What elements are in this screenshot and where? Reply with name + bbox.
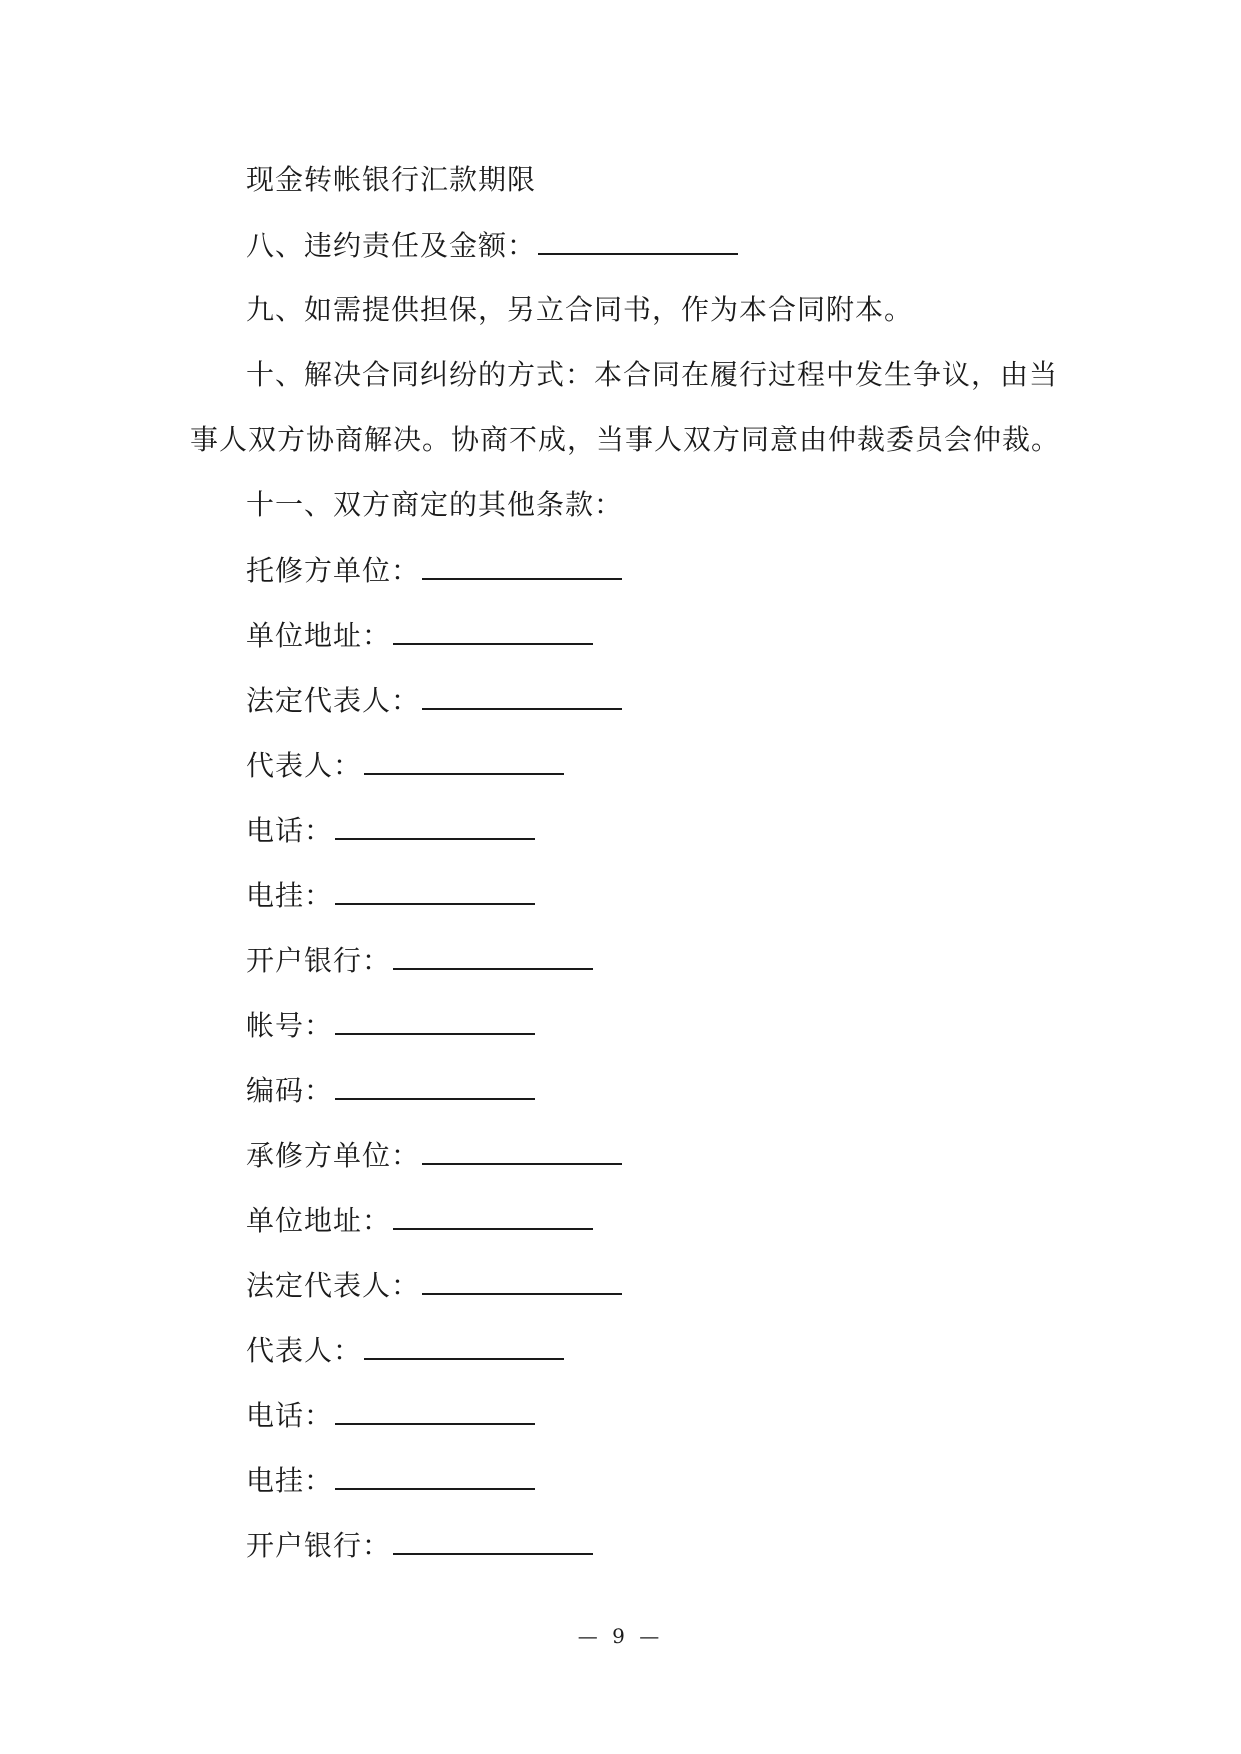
fill-in-blank[interactable] bbox=[364, 745, 564, 775]
contractor-legal-rep-line bbox=[246, 1265, 622, 1306]
client-phone-line bbox=[246, 810, 535, 851]
client-telegraph-line bbox=[246, 875, 535, 916]
page-number: — 9 — bbox=[577, 1624, 664, 1648]
client-legal-rep-line bbox=[246, 680, 622, 721]
line-text: 九、如需提供担保，另立合同书，作为本合同附本。 bbox=[246, 293, 914, 326]
contractor-rep-line bbox=[246, 1330, 564, 1371]
line-text: 法定代表人： bbox=[246, 684, 421, 717]
line-text: 编码： bbox=[246, 1074, 334, 1107]
fill-in-blank[interactable] bbox=[335, 1005, 535, 1035]
line-text: 代表人： bbox=[246, 1334, 363, 1367]
contractor-unit-line bbox=[246, 1135, 622, 1176]
client-address-line bbox=[246, 615, 593, 656]
line-text: 单位地址： bbox=[246, 1204, 392, 1237]
clause-11-line bbox=[246, 485, 623, 525]
line-text: 电挂： bbox=[246, 879, 334, 912]
line-text: 法定代表人： bbox=[246, 1269, 421, 1302]
line-text: 承修方单位： bbox=[246, 1139, 421, 1172]
client-code-line bbox=[246, 1070, 535, 1111]
client-account-line bbox=[246, 1005, 535, 1046]
fill-in-blank[interactable] bbox=[335, 875, 535, 905]
contractor-address-line bbox=[246, 1200, 593, 1241]
line-text: 十、解决合同纠纷的方式：本合同在履行过程中发生争议，由当 bbox=[246, 358, 1059, 391]
line-text: 电话： bbox=[246, 1399, 334, 1432]
contractor-bank-line bbox=[246, 1525, 593, 1566]
fill-in-blank[interactable] bbox=[393, 1200, 593, 1230]
fill-in-blank[interactable] bbox=[393, 940, 593, 970]
line-text: 电话： bbox=[246, 814, 334, 847]
fill-in-blank[interactable] bbox=[422, 680, 622, 710]
clause-10-line bbox=[246, 355, 1058, 395]
line-text: 代表人： bbox=[246, 749, 363, 782]
line-text: 开户银行： bbox=[246, 944, 392, 977]
line-text: 现金转帐银行汇款期限 bbox=[246, 163, 537, 196]
line-text: 开户银行： bbox=[246, 1529, 392, 1562]
fill-in-blank[interactable] bbox=[335, 1070, 535, 1100]
client-unit-line bbox=[246, 550, 622, 591]
line-text: 帐号： bbox=[246, 1009, 334, 1042]
line-text: 托修方单位： bbox=[246, 554, 421, 587]
clause-8-line bbox=[246, 225, 738, 266]
fill-in-blank[interactable] bbox=[335, 1460, 535, 1490]
fill-in-blank[interactable] bbox=[393, 1525, 593, 1555]
clause-10-continuation bbox=[190, 420, 1060, 460]
contractor-telegraph-line bbox=[246, 1460, 535, 1501]
fill-in-blank[interactable] bbox=[393, 615, 593, 645]
line-text: 单位地址： bbox=[246, 619, 392, 652]
fill-in-blank[interactable] bbox=[335, 1395, 535, 1425]
fill-in-blank[interactable] bbox=[335, 810, 535, 840]
line-text: 事人双方协商解决。协商不成，当事人双方同意由仲裁委员会仲裁。 bbox=[190, 423, 1061, 456]
fill-in-blank[interactable] bbox=[422, 550, 622, 580]
line-text: 电挂： bbox=[246, 1464, 334, 1497]
fill-in-blank[interactable] bbox=[422, 1135, 622, 1165]
line-text: 八、违约责任及金额： bbox=[246, 229, 537, 262]
clause-9-line bbox=[246, 290, 913, 330]
client-bank-line bbox=[246, 940, 593, 981]
fill-in-blank[interactable] bbox=[364, 1330, 564, 1360]
contractor-phone-line bbox=[246, 1395, 535, 1436]
payment-method-line bbox=[246, 160, 536, 200]
fill-in-blank[interactable] bbox=[422, 1265, 622, 1295]
fill-in-blank[interactable] bbox=[538, 225, 738, 255]
line-text: 十一、双方商定的其他条款： bbox=[246, 488, 624, 521]
client-rep-line bbox=[246, 745, 564, 786]
